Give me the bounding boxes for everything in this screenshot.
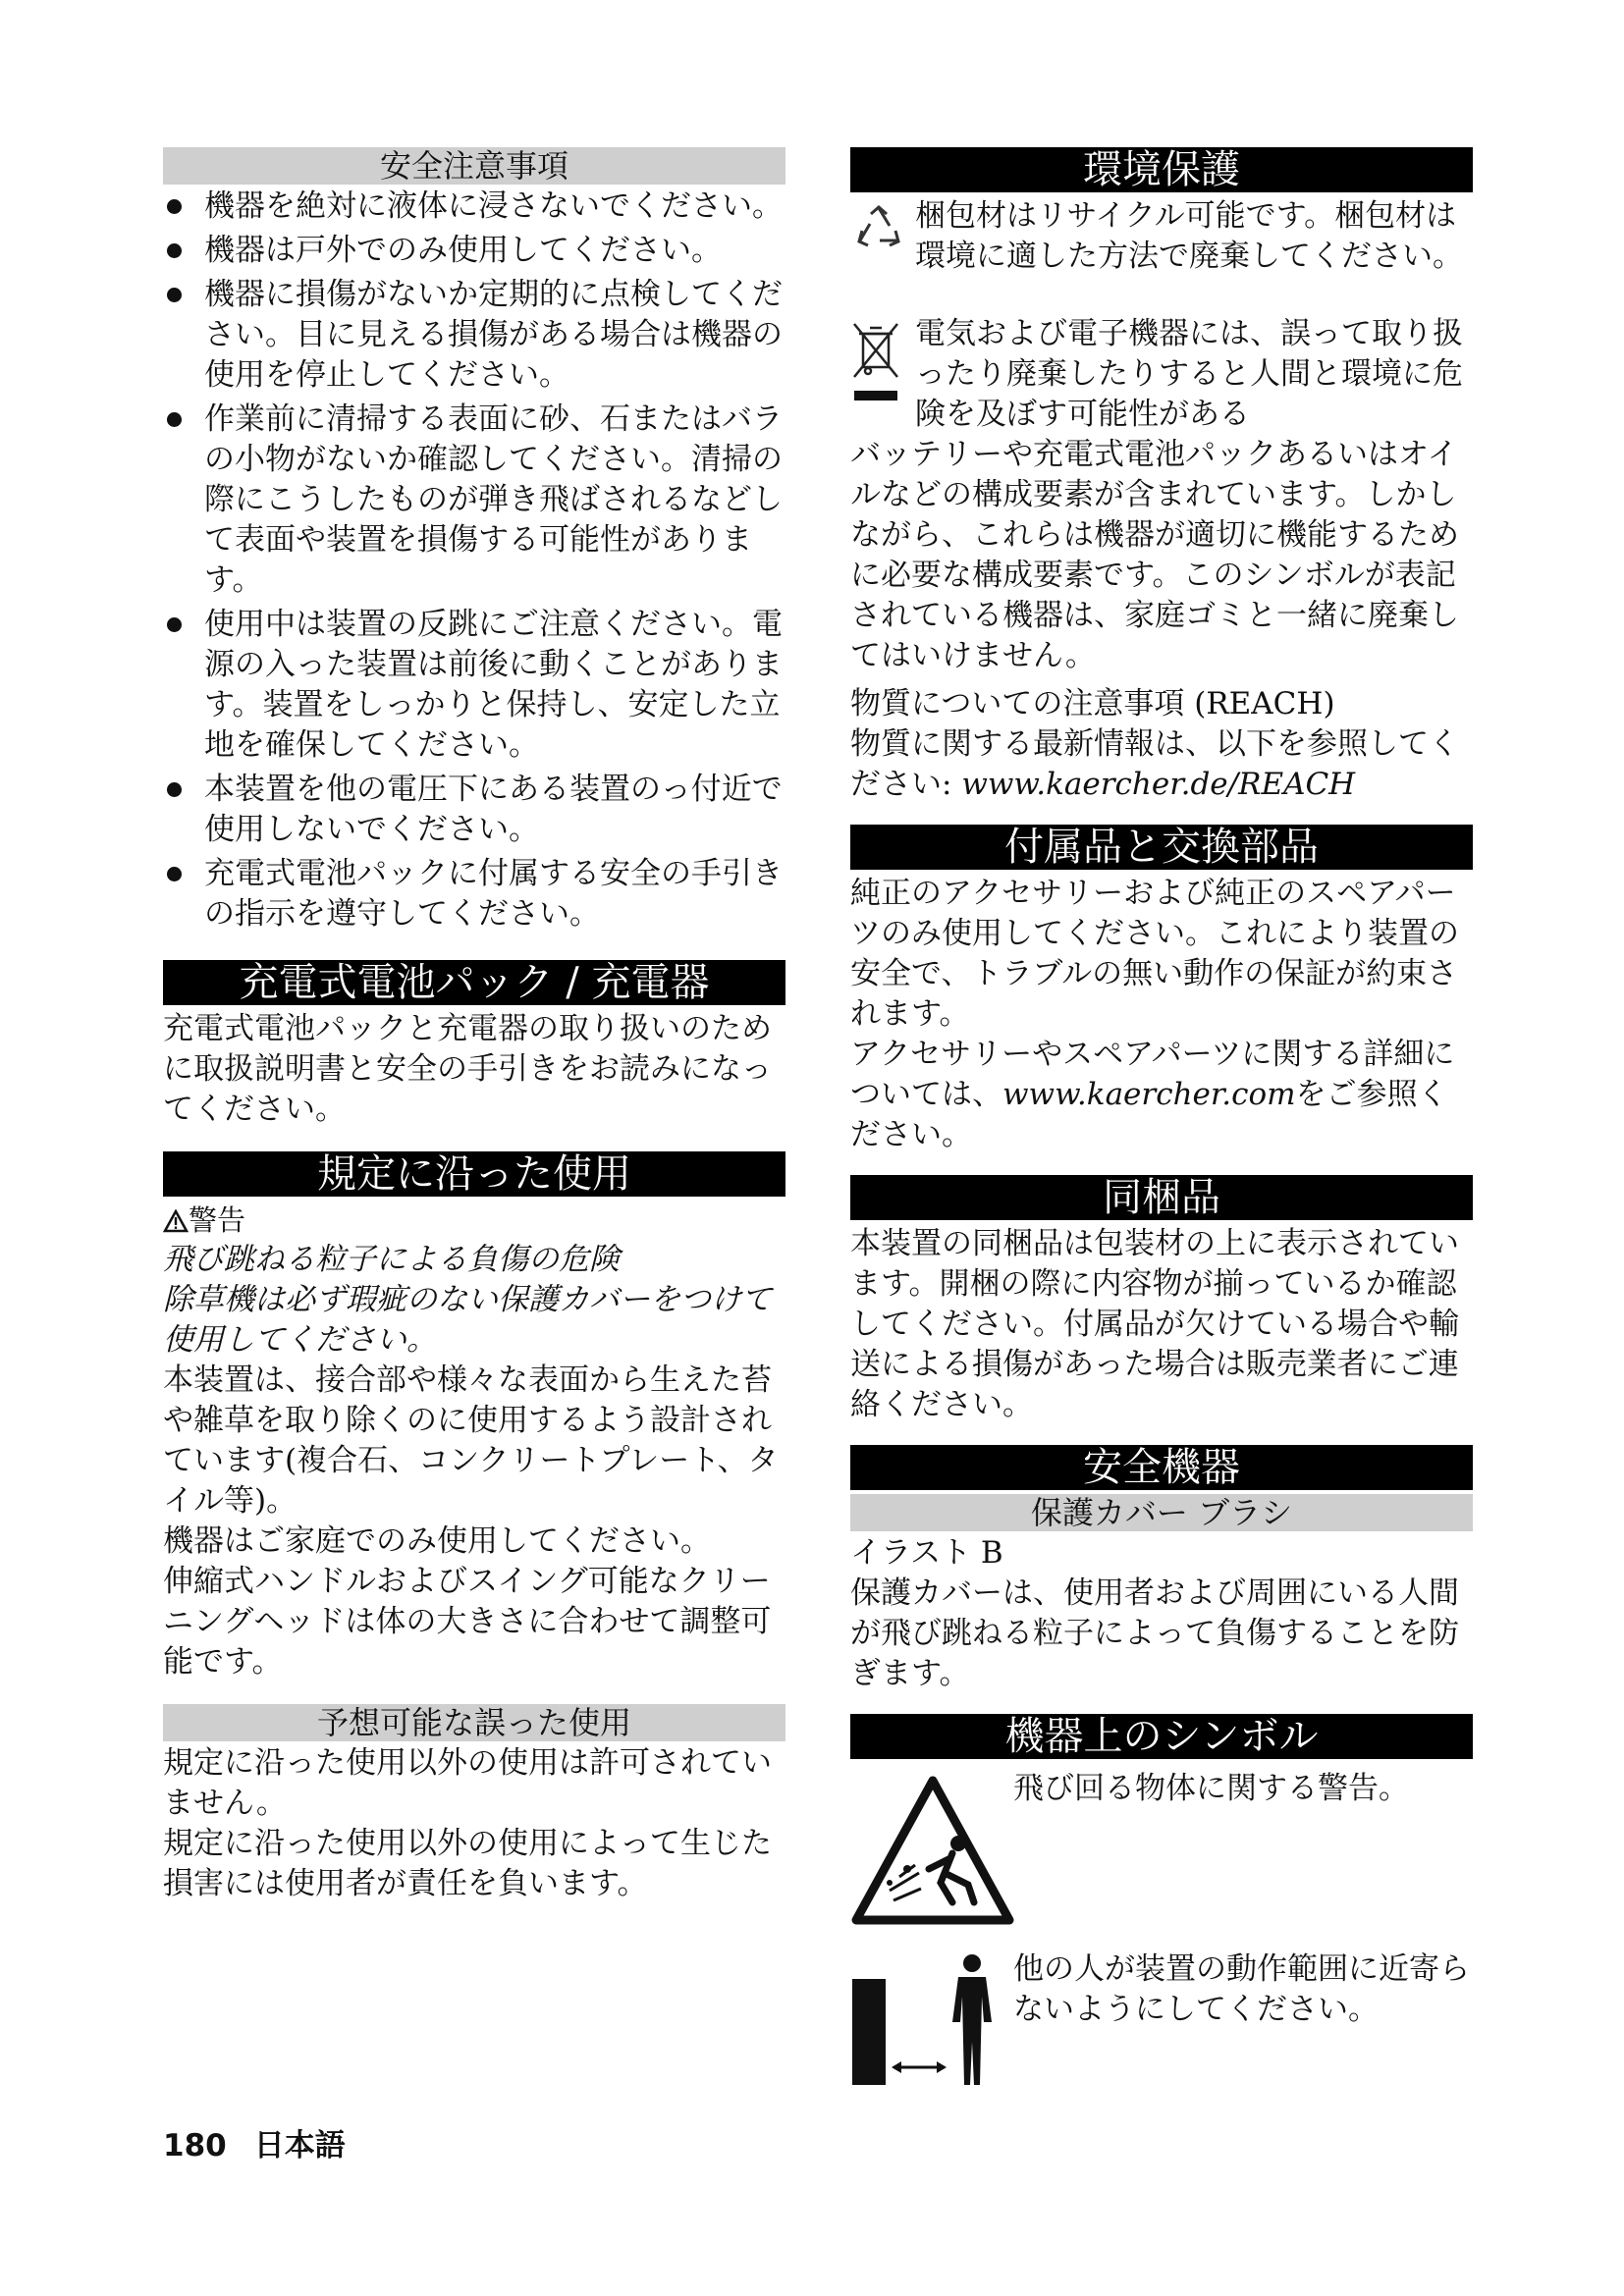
weee-text: 電気および電子機器には、誤って取り扱ったり廃棄したりすると人間と環境に危険を及ぼす可能性がある [915,316,1463,432]
symbol-row-keep-distance [850,1949,1473,2087]
intended-use-heading: 規定に沿った使用 [163,1151,785,1197]
warning-triangle-icon [163,1209,189,1233]
protective-cover-subheading: 保護カバー ブラシ [850,1494,1473,1531]
battery-heading: 充電式電池パック / 充電器 [163,960,785,1005]
safety-devices-text: 保護カバーは、使用者および周囲にいる人間が飛び跳ねる粒子によって負傷することを防ぎます。 [850,1575,1459,1691]
battery-text: 充電式電池パックと充電器の取り扱いのために取扱説明書と安全の手引きをお読みになってください。 [163,1011,772,1127]
weee-continued: バッテリーや充電式電池パックあるいはオイルなどの構成要素が含まれています。しかしながら、これらは機器が適切に機能するために必要な構成要素です。このシンボルが表記されている機器は、家庭ゴミと一緒に廃棄してはいけません。 [850,437,1459,673]
list-item: 機器は戸外でのみ使用してください。 [163,231,785,271]
accessories-heading: 付属品と交換部品 [850,825,1473,870]
bullet-icon [167,288,182,302]
language-label: 日本語 [253,2128,346,2163]
list-item: 本装置を他の電圧下にある装置のっ付近で使用しないでください。 [163,770,785,850]
misuse-p1: 規定に沿った使用以外の使用は許可されていません。 [163,1745,772,1821]
reach-title: 物質についての注意事項 (REACH) [850,686,1335,721]
accessories-p1: 純正のアクセサリーおよび純正のスペアパーツのみ使用してください。これにより装置の安全で、トラブルの無い動作の保証が約束されます。 [850,876,1459,1032]
recycle-text: 梱包材はリサイクル可能です。梱包材は環境に適した方法で廃棄してください。 [915,198,1463,274]
misuse-heading: 予想可能な誤った使用 [163,1704,785,1741]
right-column [850,147,1473,2087]
weee-row [850,314,1473,435]
bullet-icon [167,412,182,427]
bullet-icon [167,243,182,258]
scope-text: 本装置の同梱品は包装材の上に表示されています。開梱の際に内容物が揃っているか確認してください。付属品が欠けている場合や輸送による損傷があった場合は販売業者にご連絡ください。 [850,1226,1459,1422]
left-column [163,147,785,1904]
safety-heading: 安全注意事項 [163,147,785,185]
crossed-out-bin-icon [850,320,901,408]
reach-text: 物質に関する最新情報は、以下を参照してください: www.kaercher.de/REACH [850,726,1459,802]
accessories-p2: アクセサリーやスペアパーツに関する詳細については、www.kaercher.comをご参照ください。 [850,1037,1455,1152]
symbol-text-keep-distance: 他の人が装置の動作範囲に近寄らないようにしてください。 [1013,1951,1470,2027]
safety-list [163,187,785,934]
page-footer [163,2120,373,2164]
intended-p1: 本装置は、接合部や様々な表面から生えた苔や雑草を取り除くのに使用するよう設計されています(複合石、コンクリートプレート、タイル等)。 [163,1362,779,1519]
scope-heading: 同梱品 [850,1175,1473,1220]
intended-p3: 伸縮式ハンドルおよびスイング可能なクリーニングヘッドは体の大きさに合わせて調整可能です。 [163,1564,772,1680]
hazard-title: 飛び跳ねる粒子による負傷の危険 [163,1242,620,1277]
bullet-icon [167,617,182,632]
list-item: 使用中は装置の反跳にご注意ください。電源の入った装置は前後に動くことがあります。装置をしっかりと保持し、安定した立地を確保してください。 [163,605,785,766]
safety-devices-heading: 安全機器 [850,1445,1473,1490]
symbol-row-flying-objects [850,1769,1473,1936]
bullet-icon [167,782,182,797]
bullet-icon [167,199,182,214]
intended-p2: 機器はご家庭でのみ使用してください。 [163,1523,711,1559]
list-item: 機器を絶対に液体に浸さないでください。 [163,187,785,227]
list-item: 充電式電池パックに付属する安全の手引きの指示を遵守してください。 [163,854,785,934]
kaercher-link[interactable]: www.kaercher.com [1002,1077,1296,1112]
page-number: 180 [163,2128,227,2163]
misuse-p2: 規定に沿った使用以外の使用によって生じた損害には使用者が責任を負います。 [163,1826,772,1901]
recycle-icon [850,204,907,257]
warning-label: 警告 [163,1201,785,1240]
recycle-row [850,196,1473,314]
reach-link[interactable]: www.kaercher.de/REACH [961,767,1356,802]
list-item: 機器に損傷がないか定期的に点検してください。目に見える損傷がある場合は機器の使用を停止してください。 [163,275,785,396]
symbols-heading: 機器上のシンボル [850,1714,1473,1759]
environment-heading: 環境保護 [850,147,1473,192]
hazard-text: 除草機は必ず瑕疵のない保護カバーをつけて使用してください。 [163,1282,772,1358]
symbol-text-flying-objects: 飛び回る物体に関する警告。 [1013,1771,1409,1806]
list-item: 作業前に清掃する表面に砂、石またはバラの小物がないか確認してください。清掃の際にこうしたものが弾き飛ばされるなどして表面や装置を損傷する可能性があります。 [163,400,785,601]
keep-distance-icon [850,1953,998,2087]
bullet-icon [167,867,182,881]
figure-reference: イラスト B [850,1535,1003,1571]
flying-objects-warning-icon [850,1775,1015,1928]
